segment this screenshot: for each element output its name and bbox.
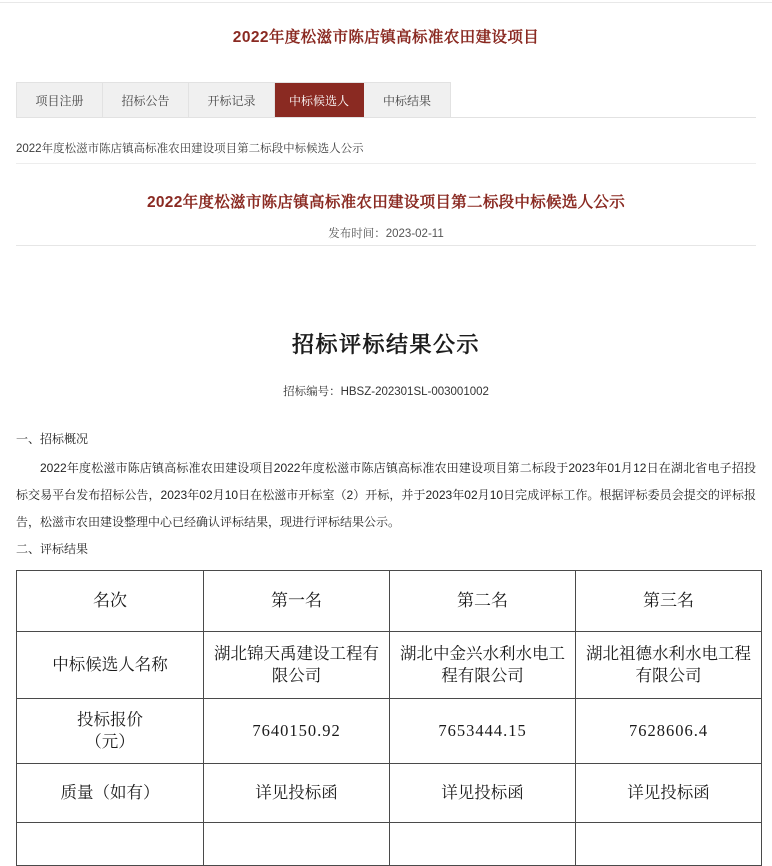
- table-cell: 详见投标函: [390, 764, 576, 823]
- tab-bar-track: [16, 82, 451, 118]
- table-header-cell: 第一名: [204, 571, 390, 632]
- evaluation-results-table: [16, 570, 762, 866]
- table-cell: 7628606.4: [576, 699, 762, 764]
- page-header: [0, 0, 772, 72]
- article-divider: [16, 245, 756, 246]
- tab-bar: [16, 82, 756, 118]
- publish-time: 发布时间：2023-02-11: [328, 228, 444, 240]
- table-cell: 7640150.92: [204, 699, 390, 764]
- table-row: [17, 571, 762, 632]
- table-cell: 7653444.15: [390, 699, 576, 764]
- row-label: 中标候选人名称: [17, 632, 204, 699]
- table-row: [17, 632, 762, 699]
- tab-winning-candidate[interactable]: [275, 83, 364, 118]
- table-header-cell: 第三名: [576, 571, 762, 632]
- tab-winning-result[interactable]: [364, 83, 450, 118]
- document-title: 招标评标结果公示: [291, 332, 480, 357]
- table-row: [17, 823, 762, 866]
- table-cell: 湖北祖德水利水电工程有限公司: [576, 632, 762, 699]
- section-heading-results: 二、评标结果: [16, 542, 89, 556]
- breadcrumb-divider: [16, 163, 756, 164]
- tab-project-registration[interactable]: [17, 83, 103, 118]
- table-row: [17, 699, 762, 764]
- table-cell: [204, 823, 390, 866]
- article-title: 2022年度松滋市陈店镇高标准农田建设项目第二标段中标候选人公示: [146, 194, 626, 211]
- row-label: [17, 823, 204, 866]
- table-cell: 详见投标函: [576, 764, 762, 823]
- table-row: [17, 764, 762, 823]
- table-header-cell: 第二名: [390, 571, 576, 632]
- page-title: 2022年度松滋市陈店镇高标准农田建设项目: [232, 29, 540, 46]
- tab-bar-underline: [16, 117, 756, 118]
- section-overview-body: 2022年度松滋市陈店镇高标准农田建设项目2022年度松滋市陈店镇高标准农田建设项目第二标段于2023年01月12日在湖北省电子招投标交易平台发布招标公告，2023年02月10日在松滋市开标室（2）开标，并于2023年02月10日完成评标工作。根据评标委员会提交的评标报告，松滋市农田建设整理中心已经确认评标结果，现进行评标结果公示。: [16, 461, 756, 529]
- table-cell: [390, 823, 576, 866]
- row-label: 质量（如有）: [17, 764, 204, 823]
- tab-label: 项目注册: [35, 94, 84, 108]
- table-cell: 湖北锦天禹建设工程有限公司: [204, 632, 390, 699]
- table-cell: [576, 823, 762, 866]
- tab-label: 中标候选人: [289, 94, 350, 108]
- tab-label: 中标结果: [383, 94, 432, 108]
- section-heading-overview: 一、招标概况: [16, 432, 89, 446]
- tab-label: 招标公告: [121, 94, 170, 108]
- tab-label: 开标记录: [207, 94, 256, 108]
- tab-tender-announcement[interactable]: [103, 83, 189, 118]
- breadcrumb: 2022年度松滋市陈店镇高标准农田建设项目第二标段中标候选人公示: [16, 143, 364, 155]
- table-cell: 详见投标函: [204, 764, 390, 823]
- table-header-cell: 名次: [17, 571, 204, 632]
- table-cell: 湖北中金兴水利水电工程有限公司: [390, 632, 576, 699]
- tender-number: 招标编号：HBSZ-202301SL-003001002: [283, 386, 489, 398]
- row-label: 投标报价 （元）: [17, 699, 204, 764]
- tab-bid-opening-record[interactable]: [189, 83, 275, 118]
